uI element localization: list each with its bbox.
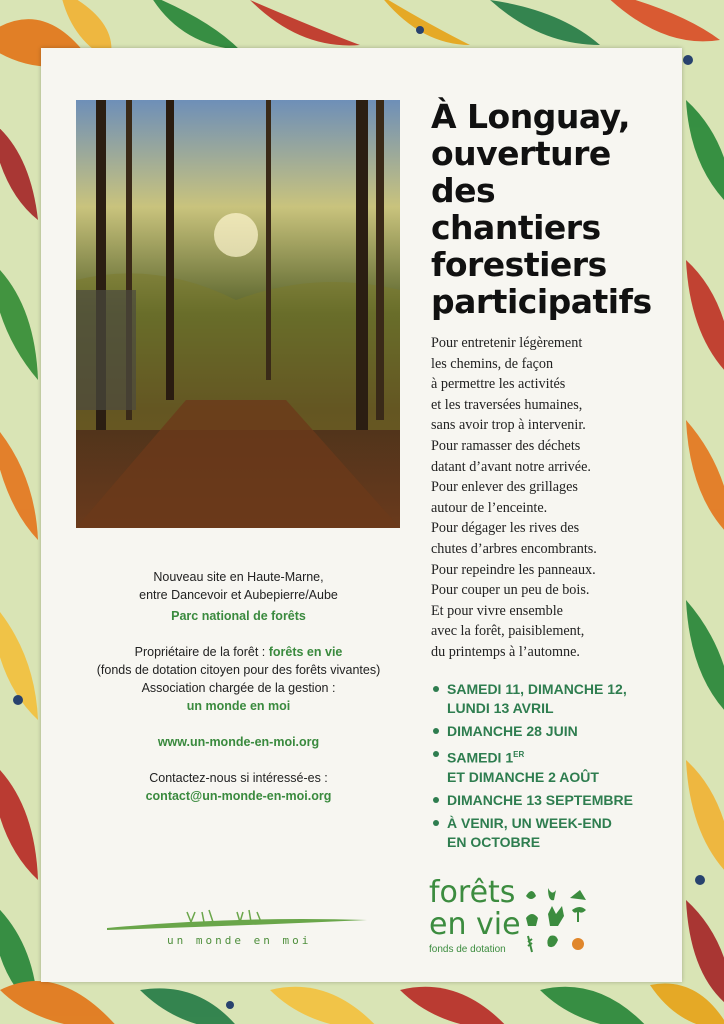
date-line: À VENIR, UN WEEK-END bbox=[447, 814, 612, 831]
body-line: Pour dégager les rives des bbox=[431, 520, 580, 537]
date-line: LUNDI 13 AVRIL bbox=[447, 700, 554, 716]
body-line: du printemps à l’automne. bbox=[431, 643, 580, 660]
parc-name: Parc national de forêts bbox=[171, 609, 306, 623]
date-line: SAMEDI 11, DIMANCHE 12, bbox=[447, 681, 627, 697]
title-line: des chantiers bbox=[431, 171, 601, 247]
body-line: Pour couper un peu de bois. bbox=[431, 582, 590, 599]
body-line: datant d’avant notre arrivée. bbox=[431, 458, 591, 475]
fev-line-1: forêts bbox=[429, 875, 516, 910]
title-line: ouverture bbox=[431, 134, 611, 173]
forest-photo bbox=[76, 100, 400, 528]
title-line: participatifs bbox=[431, 282, 652, 321]
date-item bbox=[431, 745, 671, 787]
owner-label: Propriétaire de la forêt : bbox=[134, 645, 269, 659]
un-monde-en-moi-logo bbox=[107, 906, 367, 954]
fev-subtitle: fonds de dotation bbox=[429, 944, 506, 955]
date-line bbox=[447, 745, 671, 768]
body-line: Et pour vivre ensemble bbox=[431, 602, 563, 619]
umem-tagline: un monde en moi bbox=[167, 934, 312, 947]
date-item bbox=[431, 791, 671, 810]
wildlife-icons bbox=[522, 884, 594, 954]
poster-card bbox=[41, 48, 682, 982]
hill-silhouette-icon bbox=[107, 906, 367, 936]
date-item bbox=[431, 814, 671, 852]
title-line: forestiers bbox=[431, 245, 607, 284]
body-line: les chemins, de façon bbox=[431, 355, 554, 372]
date-line: EN OCTOBRE bbox=[447, 833, 541, 850]
body-line: Pour repeindre les panneaux. bbox=[431, 561, 596, 578]
dates-list bbox=[431, 680, 671, 856]
mushroom-icon bbox=[572, 907, 586, 922]
owner-name: forêts en vie bbox=[268, 645, 343, 659]
site-line-1: Nouveau site en Haute-Marne, bbox=[153, 570, 324, 584]
fern-icon bbox=[528, 936, 532, 952]
assoc-label: Association chargée de la gestion : bbox=[141, 681, 336, 695]
date-line: DIMANCHE 13 SEPTEMBRE bbox=[447, 791, 633, 808]
page-title bbox=[431, 98, 671, 320]
butterfly-icon bbox=[570, 890, 586, 900]
date-item bbox=[431, 680, 671, 718]
body-text bbox=[431, 333, 671, 663]
date-item bbox=[431, 722, 671, 741]
owner-desc: (fonds de dotation citoyen pour des forêts vivantes) bbox=[96, 663, 381, 677]
leaf-icon bbox=[547, 936, 558, 948]
date-line: ET DIMANCHE 2 AOÛT bbox=[447, 768, 599, 785]
beetle-icon bbox=[572, 938, 584, 950]
body-line: et les traversées humaines, bbox=[431, 396, 583, 413]
website-link[interactable]: www.un-monde-en-moi.org bbox=[157, 735, 320, 749]
body-line: avec la forêt, paisiblement, bbox=[431, 623, 585, 640]
contact-label: Contactez-nous si intéressé-es : bbox=[149, 771, 328, 785]
site-info bbox=[41, 568, 436, 805]
body-line: sans avoir trop à intervenir. bbox=[431, 417, 586, 434]
forets-en-vie-logo bbox=[429, 875, 599, 958]
title-line: À Longuay, bbox=[431, 97, 631, 136]
owner-line bbox=[41, 643, 436, 661]
assoc-name: un monde en moi bbox=[186, 699, 291, 713]
date-text: SAMEDI 1 bbox=[447, 749, 514, 766]
body-line: Pour entretenir légèrement bbox=[431, 335, 583, 351]
body-line: autour de l’enceinte. bbox=[431, 499, 548, 516]
body-line: chutes d’arbres encombrants. bbox=[431, 540, 597, 557]
site-line-2: entre Dancevoir et Aubepierre/Aube bbox=[139, 588, 338, 602]
body-line: à permettre les activités bbox=[431, 376, 566, 393]
bird-icon bbox=[526, 891, 536, 899]
date-line: DIMANCHE 28 JUIN bbox=[447, 723, 578, 739]
deer-icon bbox=[548, 906, 564, 926]
body-line: Pour ramasser des déchets bbox=[431, 437, 581, 454]
date-superscript: ER bbox=[513, 750, 525, 759]
fev-line-2: en vie bbox=[429, 907, 521, 942]
contact-email-link[interactable]: contact@un-monde-en-moi.org bbox=[145, 789, 332, 803]
fox-icon bbox=[526, 914, 538, 926]
owl-icon bbox=[548, 888, 556, 900]
body-line: Pour enlever des grillages bbox=[431, 479, 578, 496]
